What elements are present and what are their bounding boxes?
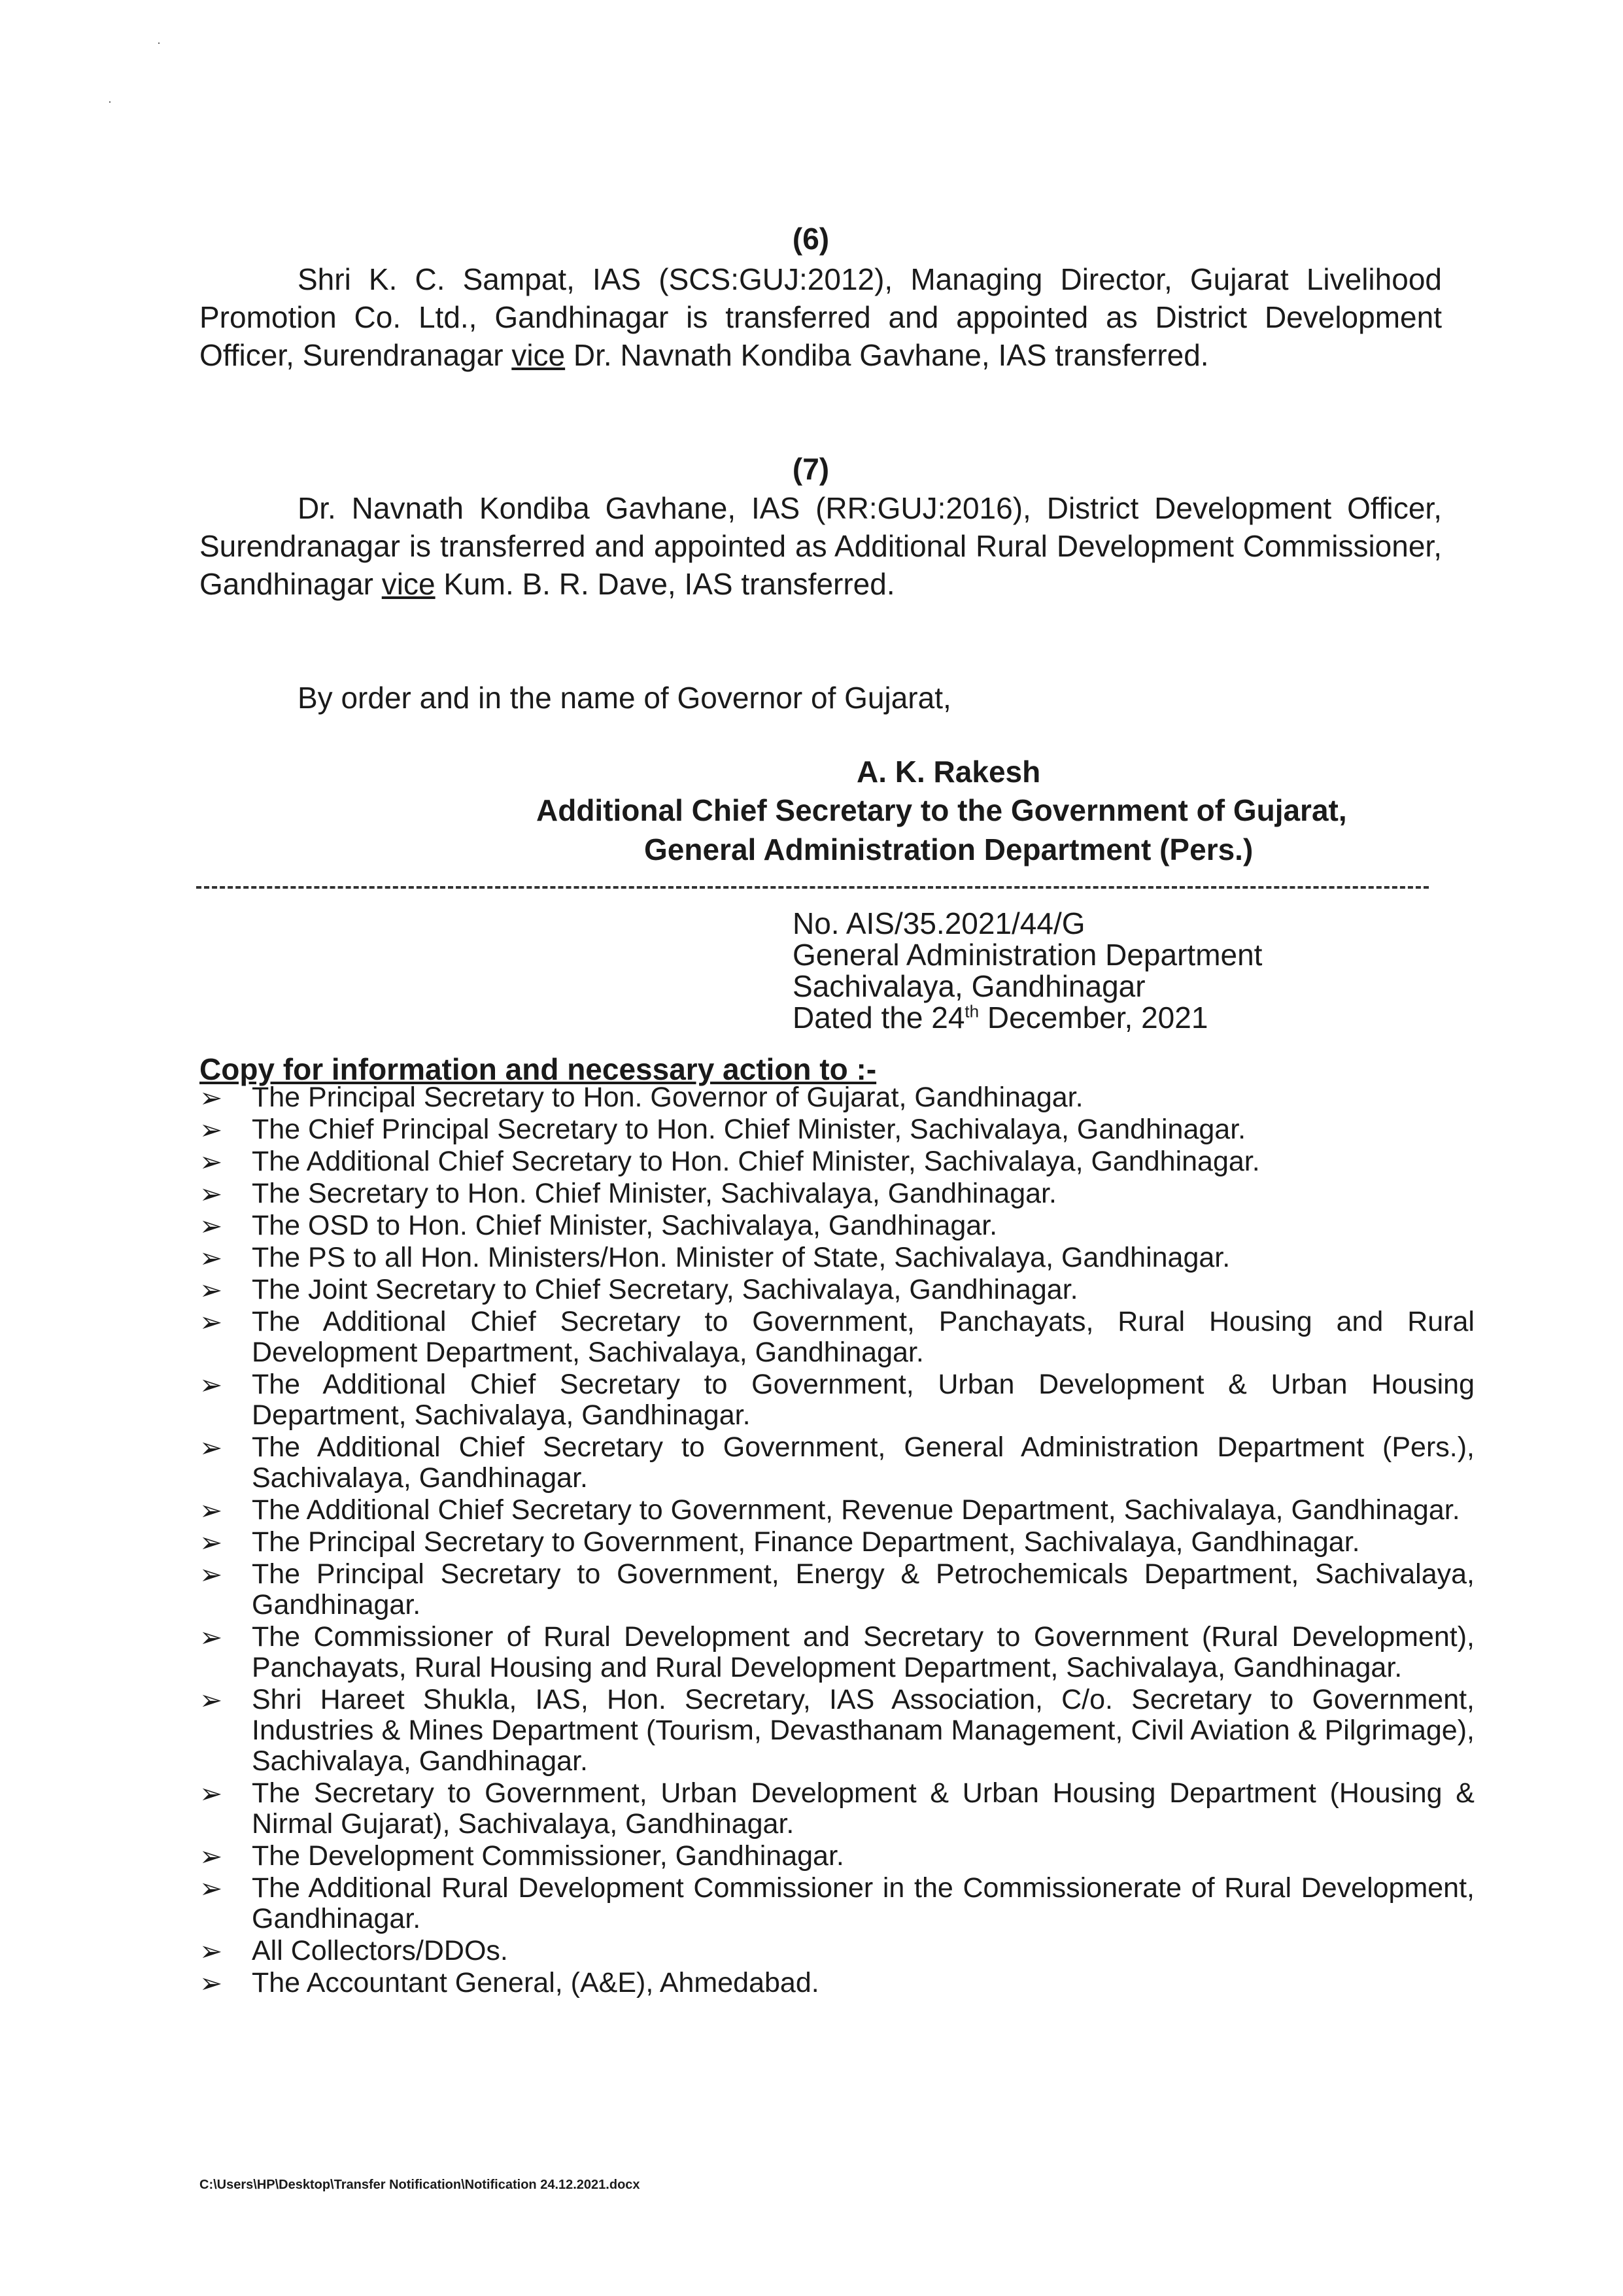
list-item-text: The Additional Rural Development Commissioner in the Commissionerate of Rural Development, Gandhinagar.	[252, 1872, 1475, 1934]
list-item-text: The Secretary to Hon. Chief Minister, Sachivalaya, Gandhinagar.	[252, 1178, 1057, 1209]
list-item-text: The Commissioner of Rural Development and Secretary to Government (Rural Development), Panchayats, Rural Housing and Rural Development Department, Sachivalaya, Gandhinagar.	[252, 1621, 1475, 1683]
list-item	[199, 1685, 1475, 1777]
list-item-text: The OSD to Hon. Chief Minister, Sachivalaya, Gandhinagar.	[252, 1210, 998, 1241]
paragraph-7	[199, 489, 1442, 603]
copy-heading: Copy for information and necessary action to :-	[199, 1052, 877, 1086]
list-item-text: The Additional Chief Secretary to Government, Panchayats, Rural Housing and Rural Development Department, Sachivalaya, Gandhinagar.	[252, 1306, 1475, 1368]
list-item-text: The Additional Chief Secretary to Hon. Chief Minister, Sachivalaya, Gandhinagar.	[252, 1146, 1260, 1177]
arrow-bullet-icon: ➢	[199, 1275, 223, 1305]
list-item	[199, 1432, 1475, 1494]
list-item	[199, 1307, 1475, 1368]
list-item	[199, 1146, 1475, 1177]
arrow-bullet-icon: ➢	[199, 1622, 223, 1653]
list-item-text: The Accountant General, (A&E), Ahmedabad.	[252, 1967, 819, 1998]
dashed-separator	[196, 886, 1429, 889]
arrow-bullet-icon: ➢	[199, 1873, 223, 1904]
arrow-bullet-icon: ➢	[199, 1146, 223, 1177]
list-item-text: The Principal Secretary to Government, Energy & Petrochemicals Department, Sachivalaya, Gandhinagar.	[252, 1558, 1475, 1620]
list-item	[199, 1559, 1475, 1620]
reference-department: General Administration Department	[793, 938, 1263, 972]
arrow-bullet-icon: ➢	[199, 1495, 223, 1526]
list-item-text: The Additional Chief Secretary to Government, Revenue Department, Sachivalaya, Gandhinagar.	[252, 1494, 1460, 1526]
arrow-bullet-icon: ➢	[199, 1242, 223, 1273]
list-item	[199, 1968, 1475, 1998]
arrow-bullet-icon: ➢	[199, 1369, 223, 1400]
scan-speck: ·	[108, 95, 112, 108]
arrow-bullet-icon: ➢	[199, 1527, 223, 1558]
list-item-text: The Development Commissioner, Gandhinagar.	[252, 1840, 844, 1872]
list-item	[199, 1178, 1475, 1209]
list-item-text: The Additional Chief Secretary to Government, General Administration Department (Pers.), Sachivalaya, Gandhinagar.	[252, 1431, 1475, 1494]
arrow-bullet-icon: ➢	[199, 1841, 223, 1872]
reference-place: Sachivalaya, Gandhinagar	[793, 969, 1146, 1003]
paragraph-number-6: (6)	[792, 222, 830, 256]
reference-date-prefix: Dated the 24	[793, 1001, 965, 1035]
list-item	[199, 1527, 1475, 1558]
arrow-bullet-icon: ➢	[199, 1178, 223, 1209]
paragraph-7-vice: vice	[381, 567, 436, 601]
list-item	[199, 1622, 1475, 1683]
arrow-bullet-icon: ➢	[199, 1210, 223, 1241]
list-item	[199, 1841, 1475, 1872]
list-item-text: The Principal Secretary to Hon. Governor of Gujarat, Gandhinagar.	[252, 1082, 1084, 1113]
list-item	[199, 1114, 1475, 1145]
list-item-text: The Chief Principal Secretary to Hon. Chief Minister, Sachivalaya, Gandhinagar.	[252, 1114, 1246, 1145]
list-item-text: The PS to all Hon. Ministers/Hon. Minister of State, Sachivalaya, Gandhinagar.	[252, 1242, 1231, 1273]
paragraph-6	[199, 260, 1442, 374]
paragraph-6-vice: vice	[511, 338, 566, 372]
arrow-bullet-icon: ➢	[199, 1685, 223, 1715]
reference-block	[793, 908, 1262, 1033]
scan-speck: ·	[157, 36, 161, 49]
arrow-bullet-icon: ➢	[199, 1082, 223, 1113]
list-item-text: The Joint Secretary to Chief Secretary, Sachivalaya, Gandhinagar.	[252, 1274, 1078, 1305]
footer-file-path: C:\Users\HP\Desktop\Transfer Notification\Notification 24.12.2021.docx	[199, 2178, 640, 2192]
order-line: By order and in the name of Governor of Gujarat,	[298, 681, 951, 715]
list-item	[199, 1275, 1475, 1305]
reference-date-suffix: December, 2021	[979, 1001, 1208, 1035]
list-item	[199, 1495, 1475, 1526]
paragraph-7-text-post: Kum. B. R. Dave, IAS transferred.	[435, 567, 895, 601]
paragraph-6-text-post: Dr. Navnath Kondiba Gavhane, IAS transferred.	[565, 338, 1209, 372]
list-item	[199, 1936, 1475, 1966]
arrow-bullet-icon: ➢	[199, 1936, 223, 1966]
paragraph-7-text-pre: Dr. Navnath Kondiba Gavhane, IAS (RR:GUJ:2016), District Development Officer, Surendranagar is transferred and appointed as Additional Rural Development Commissioner, Gandhinagar	[199, 491, 1442, 601]
signatory-name: A. K. Rakesh	[857, 755, 1041, 789]
arrow-bullet-icon: ➢	[199, 1114, 223, 1145]
list-item-text: The Principal Secretary to Government, Finance Department, Sachivalaya, Gandhinagar.	[252, 1526, 1360, 1558]
list-item	[199, 1873, 1475, 1934]
list-item	[199, 1778, 1475, 1840]
list-item-text: Shri Hareet Shukla, IAS, Hon. Secretary, IAS Association, C/o. Secretary to Government, Industries & Mines Department (Tourism, Devasthanam Management, Civil Aviation & Pilgrimage), Sachivalaya, Gandhinagar.	[252, 1684, 1475, 1777]
signatory-designation-1: Additional Chief Secretary to the Government of Gujarat,	[536, 793, 1347, 827]
arrow-bullet-icon: ➢	[199, 1307, 223, 1337]
list-item	[199, 1369, 1475, 1431]
arrow-bullet-icon: ➢	[199, 1432, 223, 1463]
list-item	[199, 1210, 1475, 1241]
list-item	[199, 1242, 1475, 1273]
arrow-bullet-icon: ➢	[199, 1968, 223, 1998]
arrow-bullet-icon: ➢	[199, 1559, 223, 1590]
reference-number: No. AIS/35.2021/44/G	[793, 906, 1085, 940]
list-item-text: All Collectors/DDOs.	[252, 1935, 508, 1966]
list-item-text: The Additional Chief Secretary to Government, Urban Development & Urban Housing Department, Sachivalaya, Gandhinagar.	[252, 1369, 1475, 1431]
reference-date-sup: th	[965, 1001, 980, 1021]
list-item-text: The Secretary to Government, Urban Development & Urban Housing Department (Housing & Nirmal Gujarat), Sachivalaya, Gandhinagar.	[252, 1777, 1475, 1840]
arrow-bullet-icon: ➢	[199, 1778, 223, 1809]
paragraph-6-text-pre: Shri K. C. Sampat, IAS (SCS:GUJ:2012), Managing Director, Gujarat Livelihood Promotion Co. Ltd., Gandhinagar is transferred and appointed as District Development Officer, Surendranagar	[199, 262, 1442, 372]
list-item	[199, 1082, 1475, 1113]
paragraph-number-7: (7)	[792, 452, 830, 486]
distribution-list	[199, 1082, 1475, 2000]
signatory-designation-2: General Administration Department (Pers.)	[644, 832, 1254, 866]
reference-date	[793, 1002, 1262, 1033]
